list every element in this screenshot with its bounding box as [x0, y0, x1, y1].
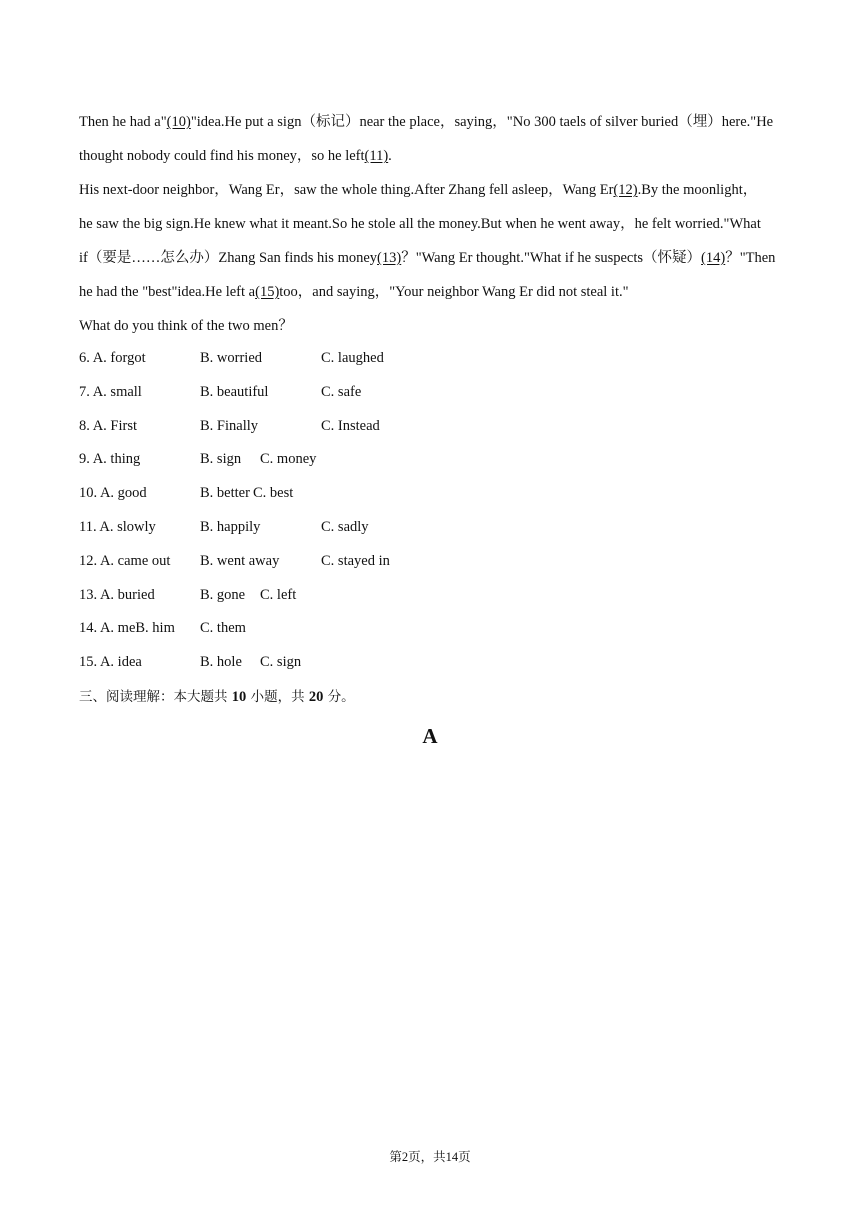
option-b: B. happily [200, 518, 261, 535]
text-run: ？"Then [725, 250, 776, 266]
option-a: 10. A. good [79, 485, 147, 502]
passage-line [79, 314, 785, 348]
score-total: 20 [308, 689, 324, 705]
question-count: 10 [231, 689, 247, 705]
option-row-8 [79, 414, 779, 448]
text-run: Then he had a" [79, 114, 167, 130]
passage-question: What do you think of the two men？ [79, 318, 293, 334]
passage-line [79, 178, 785, 212]
option-c: C. laughed [321, 350, 384, 366]
text-run: he had the "best"idea.He left a [79, 284, 256, 300]
text-run: if（要是……怎么办）Zhang San finds his money [79, 250, 378, 266]
option-ab: 14. A. meB. him [79, 620, 175, 637]
option-a: 13. A. buried [79, 586, 155, 603]
text-run: His next-door neighbor，Wang Er，saw the whole thing.After Zhang fell asleep，Wang Er [79, 182, 614, 198]
option-c: C. Instead [321, 417, 380, 434]
option-c: C. them [200, 620, 246, 637]
text-run: thought nobody could find his money，so he left [79, 148, 365, 164]
option-a: 12. A. came out [79, 552, 171, 569]
option-row-9 [79, 447, 779, 481]
option-b: B. worried [200, 350, 263, 366]
heading-text: 三、阅读理解：本大题共 [79, 689, 228, 705]
option-row-11 [79, 515, 779, 549]
option-b: B. Finally [200, 417, 259, 434]
option-c: C. sadly [321, 518, 369, 535]
heading-text: 分。 [327, 689, 355, 705]
option-a: 6. A. forgot [79, 350, 146, 366]
passage-line [79, 110, 785, 144]
option-row-10 [79, 481, 779, 515]
blank-11: (11) [364, 148, 389, 164]
text-run: "idea.He put a sign（标记）near the place，saying，"No 300 taels of silver buried（埋）here."He [190, 114, 774, 130]
blank-12: (12) [613, 182, 638, 198]
option-c: C. safe [321, 383, 362, 400]
answer-options [79, 346, 779, 684]
option-row-15 [79, 650, 779, 684]
option-b: B. gone [200, 586, 246, 603]
option-c: C. money [260, 451, 317, 468]
passage-line [79, 280, 785, 314]
option-row-12 [79, 549, 779, 583]
page-number: 第2页，共14页 [389, 1150, 471, 1164]
passage-line [79, 212, 785, 246]
blank-13: (13) [377, 250, 402, 266]
blank-10: (10) [166, 114, 191, 130]
option-row-6 [79, 346, 779, 380]
option-b: B. hole [200, 654, 242, 671]
option-b: B. sign [200, 451, 242, 468]
option-b: B. beautiful [200, 383, 269, 400]
option-row-14 [79, 616, 779, 650]
blank-14: (14) [701, 250, 726, 266]
option-c: C. stayed in [321, 552, 390, 569]
option-a: 11. A. slowly [79, 518, 156, 535]
text-run: he saw the big sign.He knew what it meant.So he stole all the money.But when he went away，he felt worried."What [79, 216, 761, 232]
option-b: B. better [200, 485, 250, 502]
option-c: C. left [260, 586, 297, 603]
option-b: B. went away [200, 552, 280, 569]
text-run: ？"Wang Er thought."What if he suspects（怀疑） [401, 250, 702, 266]
option-row-7 [79, 380, 779, 414]
text-run: . [388, 148, 392, 164]
option-a: 8. A. First [79, 417, 138, 434]
option-c: C. best [253, 485, 294, 502]
option-a: 15. A. idea [79, 654, 142, 671]
passage-line [79, 246, 785, 280]
option-row-13 [79, 583, 779, 617]
passage-line [79, 144, 785, 178]
section-heading [79, 685, 355, 709]
passage-label: A [422, 724, 438, 748]
blank-15: (15) [255, 284, 280, 300]
cloze-passage [79, 110, 785, 348]
option-c: C. sign [260, 654, 302, 671]
option-a: 7. A. small [79, 383, 142, 400]
text-run: .By the moonlight， [637, 182, 758, 198]
text-run: too，and saying，"Your neighbor Wang Er did not steal it." [279, 284, 629, 300]
option-a: 9. A. thing [79, 451, 141, 468]
heading-text: 小题，共 [250, 689, 305, 705]
